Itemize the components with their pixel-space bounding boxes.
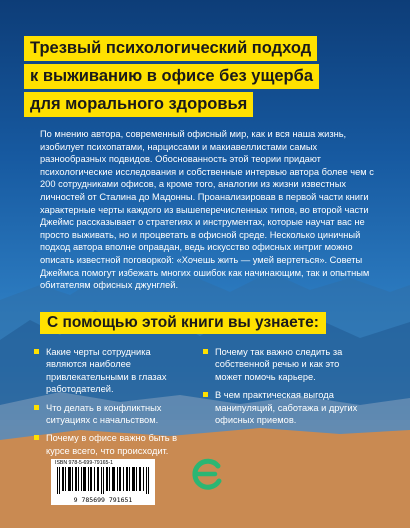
eksmo-logo-icon: [188, 454, 224, 494]
learn-list-left: [34, 346, 194, 463]
barcode: [51, 459, 155, 505]
list-item: Почему так важно следить за собственной речью и как это может помочь карьере.: [203, 346, 363, 383]
description-text: По мнению автора, современный офисный мир, как и вся наша жизнь, изобилует психопатами, нарциссами и макиавеллистами самых разнообразных подвидов. Обоснованность этой теории придают психологические исследования и собственные интервью автора более чем с 200 сотрудниками офисов, а кроме того, аналогии из жизни известных личностей от Сталина до Мадонны. Проанализировав в первой части книги характерные черты каждого из вышеперечисленных типов, во второй части Джеймс рассказывает о стратегиях и инструментах, которые научат вас не просто выживать, но и процветать в офисной среде. Несколько циничный подход автора вполне оправдан, ведь искусство офисных интриг можно описать известной поговоркой: «Хочешь жить — умей вертеться». Советы Джеймса помогут избежать многих ошибок как начинающим, так и опытным обитателям офисных джунглей.: [40, 129, 374, 291]
headline: [24, 36, 386, 120]
isbn-label: ISBN 978-5-699-79165-1: [55, 460, 113, 466]
headline-line-2: к выживанию в офисе без ущерба: [24, 64, 319, 89]
list-item: В чем практическая выгода манипуляций, саботажа и других офисных приемов.: [203, 389, 363, 426]
list-item: Какие черты сотрудника являются наиболее привлекательными в глазах работодателей.: [34, 346, 194, 396]
barcode-bars: [57, 467, 149, 494]
learn-section-title: С помощью этой книги вы узнаете:: [40, 312, 326, 334]
isbn-digits: 9 785699 791651: [73, 496, 133, 504]
headline-line-1: Трезвый психологический подход: [24, 36, 317, 61]
list-item: Почему в офисе важно быть в курсе всего, что происходит.: [34, 432, 194, 457]
learn-list-right: [203, 346, 363, 432]
headline-line-3: для морального здоровья: [24, 92, 253, 117]
list-item: Что делать в конфликтных ситуациях с начальством.: [34, 402, 194, 427]
